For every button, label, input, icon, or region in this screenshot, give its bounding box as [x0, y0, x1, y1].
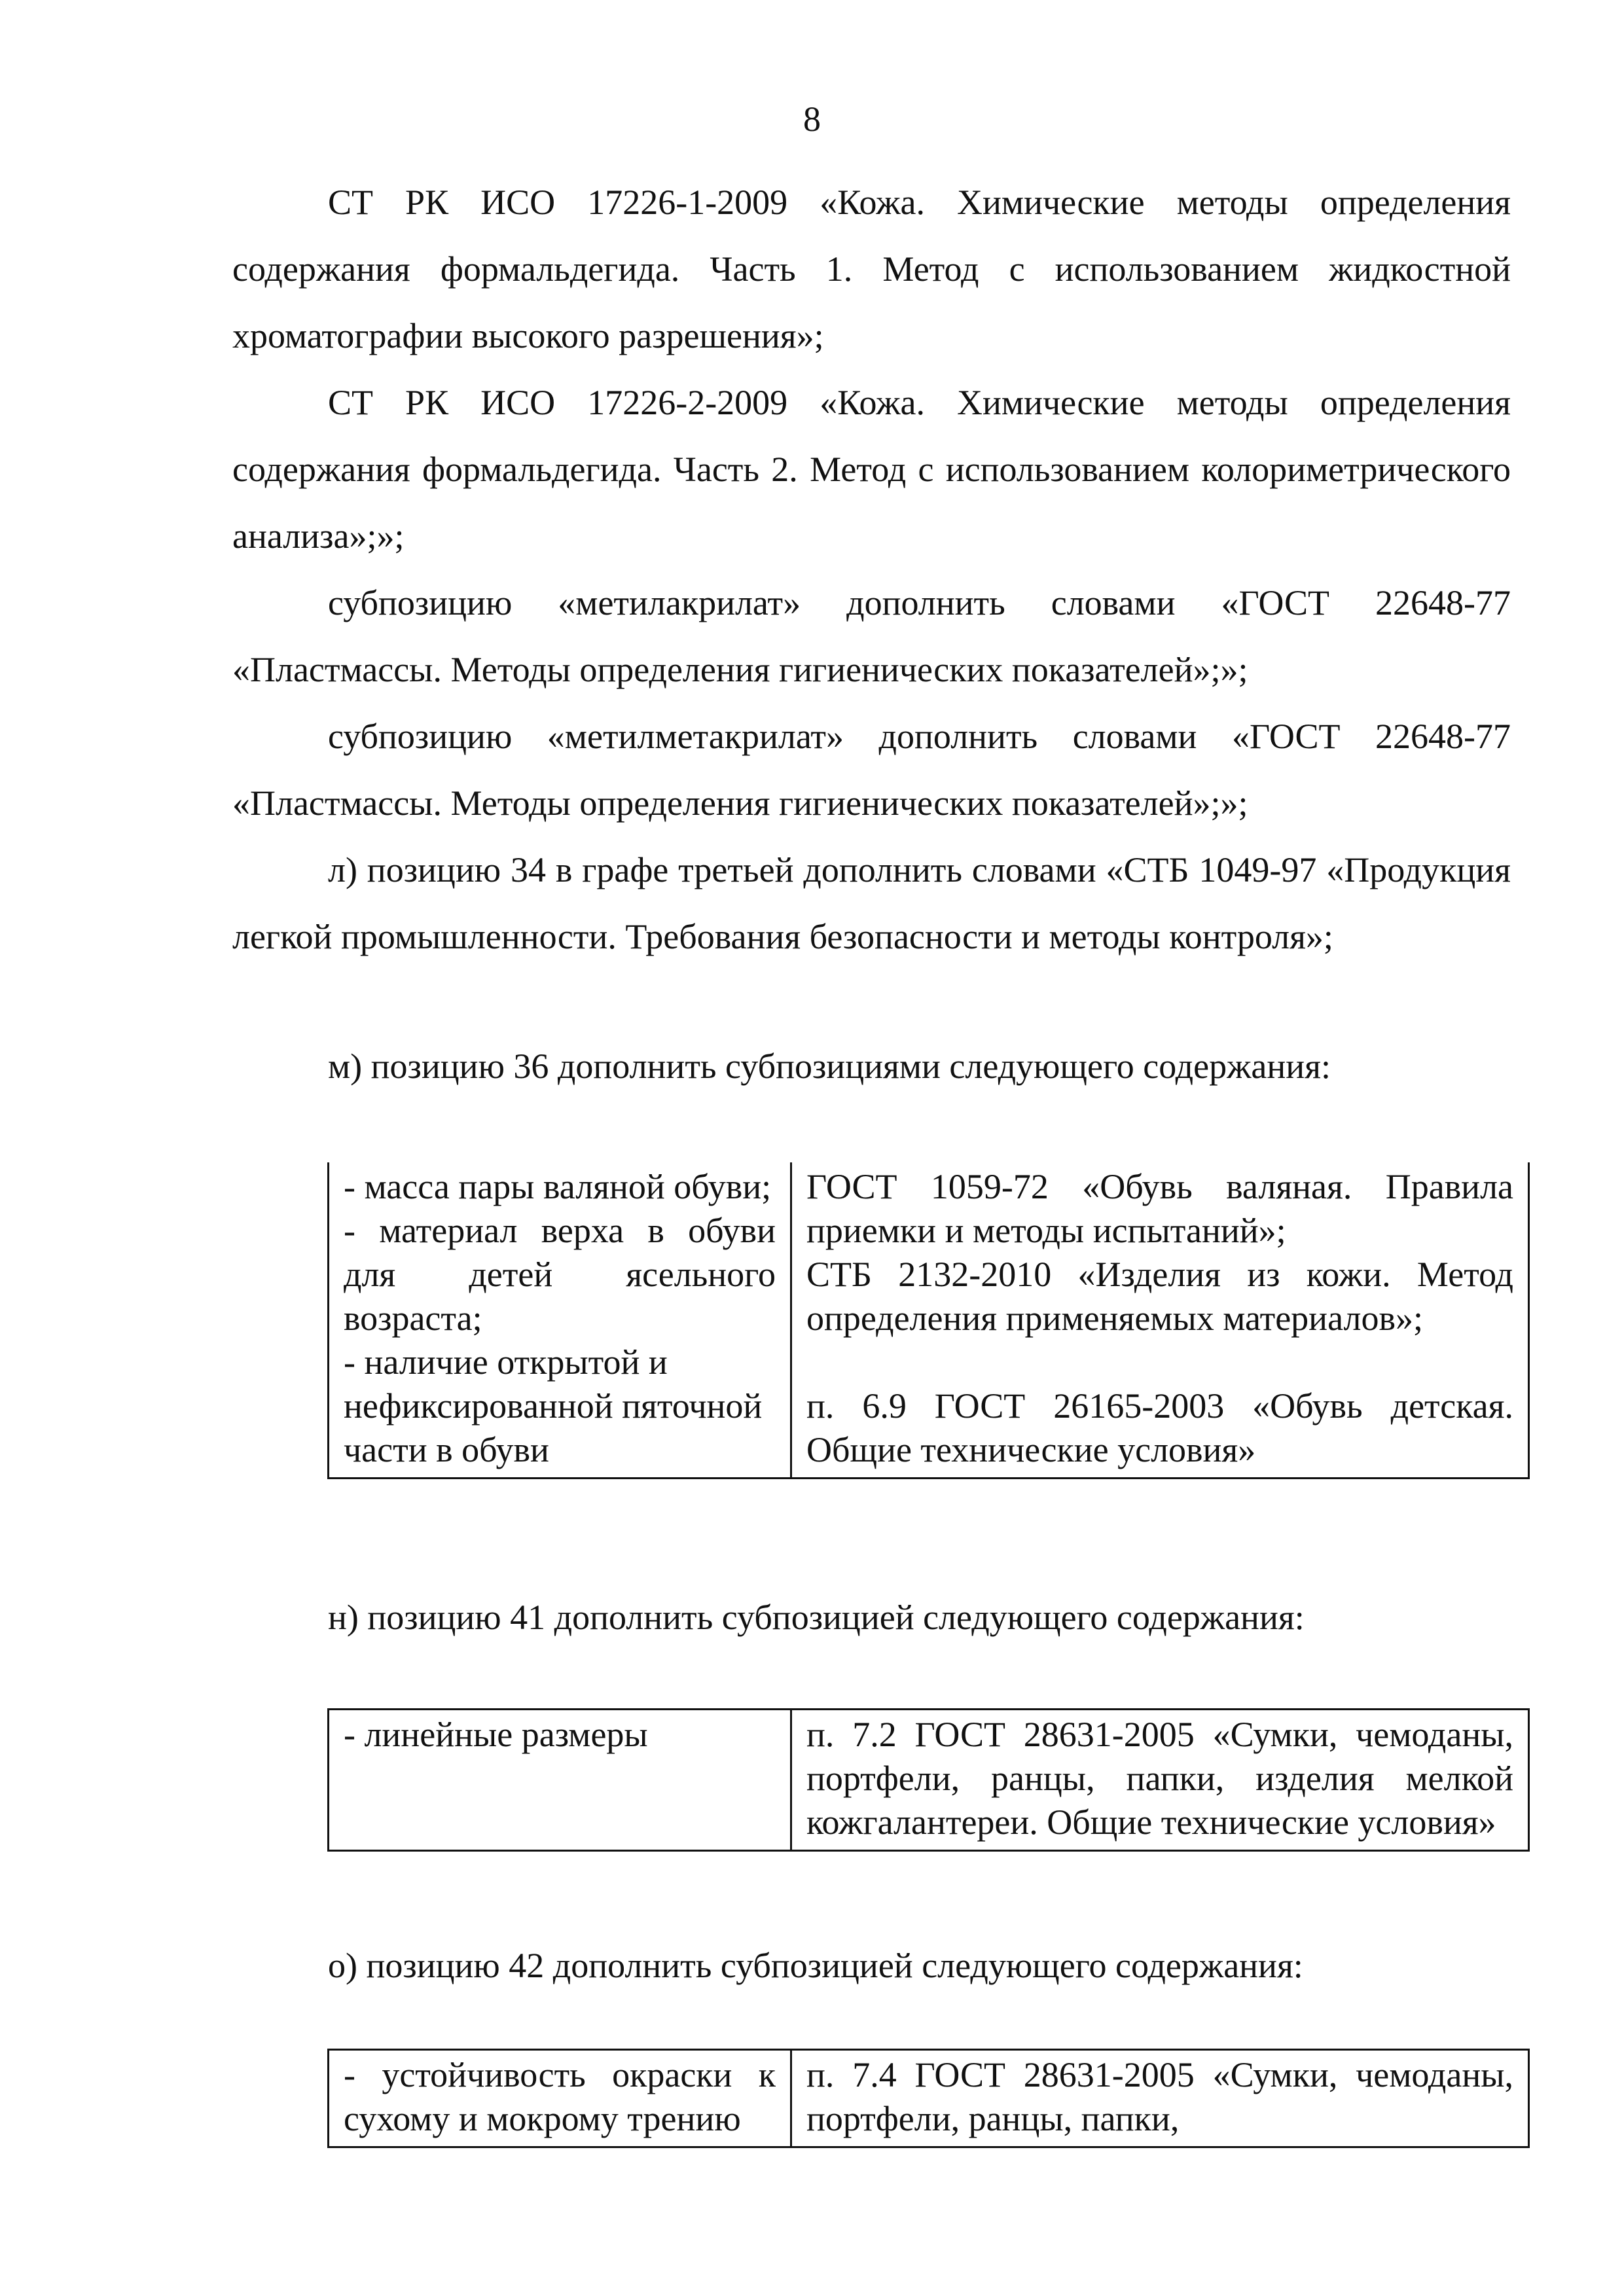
- paragraph: л) позицию 34 в графе третьей дополнить словами «СТБ 1049-97 «Продукция легкой промышленности. Требования безопасности и методы контроля»;: [232, 850, 1511, 956]
- standard-reference: СТБ 2132-2010 «Изделия из кожи. Метод определения применяемых материалов»;: [806, 1255, 1513, 1338]
- table-row: [329, 1162, 1529, 1479]
- table-cell-right: [791, 1162, 1529, 1479]
- body-text: [232, 169, 1511, 970]
- standard-reference: ГОСТ 1059-72 «Обувь валяная. Правила приемки и методы испытаний»;: [806, 1167, 1513, 1250]
- standard-reference: п. 7.4 ГОСТ 28631-2005 «Сумки, чемоданы, портфели, ранцы, папки,: [806, 2055, 1513, 2138]
- section-n: [232, 1584, 1511, 1651]
- section-heading: м) позицию 36 дополнить субпозициями следующего содержания:: [328, 1047, 1331, 1086]
- table-cell-left: [329, 2050, 791, 2147]
- table-position-41: [327, 1708, 1530, 1852]
- paragraph: субпозицию «метилакрилат» дополнить словами «ГОСТ 22648-77 «Пластмассы. Методы определения гигиенических показателей»;»;: [232, 583, 1511, 689]
- table-position-42: [327, 2049, 1530, 2148]
- paragraph: субпозицию «метилметакрилат» дополнить словами «ГОСТ 22648-77 «Пластмассы. Методы определения гигиенических показателей»;»;: [232, 717, 1511, 823]
- table-cell-left: [329, 1162, 791, 1479]
- table-row: [329, 2050, 1529, 2147]
- subposition-item: - наличие открытой и нефиксированной пяточной части в обуви: [344, 1342, 763, 1469]
- standard-reference: п. 6.9 ГОСТ 26165-2003 «Обувь детская. Общие технические условия»: [806, 1386, 1513, 1469]
- table-cell-left: [329, 1710, 791, 1851]
- subposition-item: - масса пары валяной обуви;: [344, 1167, 772, 1206]
- section-m: [232, 1033, 1511, 1100]
- standard-reference: п. 7.2 ГОСТ 28631-2005 «Сумки, чемоданы, портфели, ранцы, папки, изделия мелкой кожгалантереи. Общие технические условия»: [806, 1715, 1513, 1842]
- section-o: [232, 1932, 1511, 1999]
- spacer: [806, 1340, 1513, 1384]
- section-heading: о) позицию 42 дополнить субпозицией следующего содержания:: [328, 1946, 1303, 1985]
- subposition-item: - линейные размеры: [344, 1715, 648, 1754]
- paragraph: СТ РК ИСО 17226-1-2009 «Кожа. Химические методы определения содержания формальдегида. Часть 1. Метод с использованием жидкостной хроматографии высокого разрешения»;: [232, 183, 1511, 355]
- table-cell-right: [791, 1710, 1529, 1851]
- paragraph: СТ РК ИСО 17226-2-2009 «Кожа. Химические методы определения содержания формальдегида. Часть 2. Метод с использованием колориметрического анализа»;»;: [232, 383, 1511, 556]
- page-number: 8: [803, 99, 821, 139]
- section-heading: н) позицию 41 дополнить субпозицией следующего содержания:: [328, 1598, 1305, 1637]
- table-cell-right: [791, 2050, 1529, 2147]
- table-row: [329, 1710, 1529, 1851]
- subposition-item: - устойчивость окраски к сухому и мокрому трению: [344, 2055, 776, 2138]
- table-position-36: [327, 1162, 1530, 1479]
- subposition-item: - материал верха в обуви для детей ясельного возраста;: [344, 1211, 776, 1338]
